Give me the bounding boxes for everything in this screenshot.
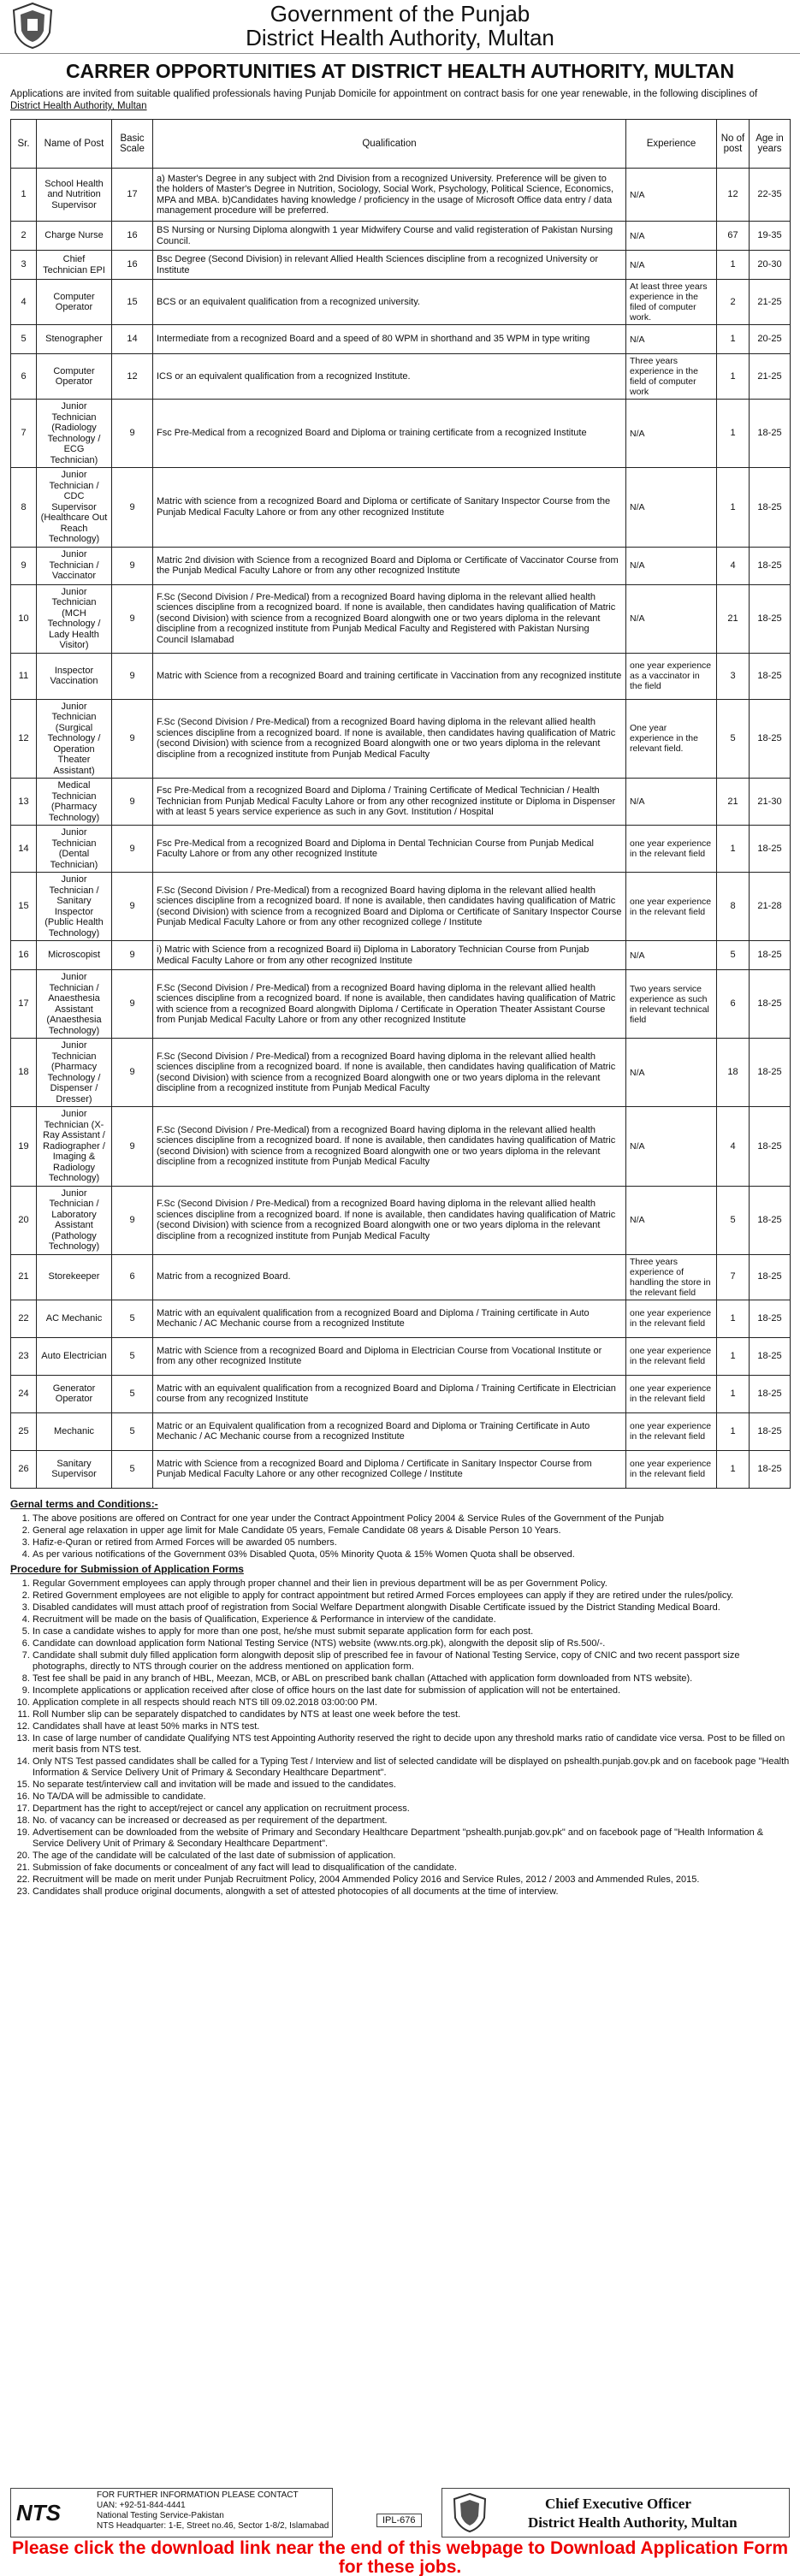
list-item: 10. Application complete in all respects should reach NTS till 09.02.2018 03:00:00 PM. xyxy=(33,1697,790,1708)
cell-post: Microscopist xyxy=(37,941,112,970)
cell-post: Junior Technician / Sanitary Inspector (Public Health Technology) xyxy=(37,873,112,941)
table-row xyxy=(11,1412,791,1450)
cell-age: 18-25 xyxy=(750,1039,791,1107)
punjab-emblem-icon xyxy=(451,2492,489,2533)
cell-experience: one year experience in the relevant field xyxy=(626,1337,717,1375)
terms-heading: Gernal terms and Conditions:- xyxy=(10,1497,158,1510)
cell-experience: Three years experience in the field of computer work xyxy=(626,354,717,400)
cell-sr: 14 xyxy=(11,826,37,873)
intro-text: Applications are invited from suitable qualified professionals having Punjab Domicile for appointment on contract basis for one year renewable, in the following disciplines of xyxy=(10,89,758,99)
cell-posts: 1 xyxy=(717,325,750,354)
cell-qualification: F.Sc (Second Division / Pre-Medical) from a recognized Board having diploma in the relevant allied health sciences discipline from a recognized board. If none is available, then candidates having qualification of Matric (second Division) with science from a recognized Board alongwith one or two years diploma in the relevant discipline from a recognized institute from Punjab Medical Faculty and Registered with Pakistan Nursing Council Islamabad xyxy=(153,584,626,653)
cell-experience: N/A xyxy=(626,222,717,251)
table-row xyxy=(11,699,791,779)
cell-scale: 5 xyxy=(112,1337,153,1375)
cell-experience: N/A xyxy=(626,1107,717,1187)
cell-post: AC Mechanic xyxy=(37,1300,112,1337)
jobs-table-body xyxy=(11,169,791,1489)
cell-qualification: F.Sc (Second Division / Pre-Medical) from a recognized Board having diploma in the relevant allied health sciences discipline from a recognized board. If none is available, then candidates having qualification of Matric with science from a recognized Board alongwith Diploma / Certificate in Operation Theater Assistant Course from Punjab Medical Faculty Lahore or from any other recognized Institute xyxy=(153,970,626,1039)
cell-scale: 9 xyxy=(112,1039,153,1107)
cell-qualification: Matric or an Equivalent qualification from a recognized Board and Diploma or Training Certificate in Auto Mechanic / AC Mechanic course from a recognized Institute xyxy=(153,1412,626,1450)
cell-sr: 24 xyxy=(11,1375,37,1412)
cell-qualification: Matric with Science from a recognized Board and Diploma in Electrician Course from Vocational Institute or from any other recognized Institute xyxy=(153,1337,626,1375)
cell-qualification: Fsc Pre-Medical from a recognized Board and Diploma or training certificate from a recognized Institute xyxy=(153,400,626,468)
table-row xyxy=(11,779,791,826)
list-item: 1. The above positions are offered on Contract for one year under the Contract Appointment Policy 2004 & Service Rules of the Government of the Punjab xyxy=(33,1513,790,1525)
cell-age: 20-25 xyxy=(750,325,791,354)
list-item: 7. Candidate shall submit duly filled application form alongwith deposit slip of prescribed fee in favour of National Testing Service, copy of CNIC and two recent passport size photographs, directly to NTS through courier on the address mentioned on application form. xyxy=(33,1650,790,1673)
nts-logo: NTS xyxy=(16,2500,61,2526)
cell-experience: one year experience in the relevant field xyxy=(626,1412,717,1450)
cell-sr: 23 xyxy=(11,1337,37,1375)
cell-sr: 3 xyxy=(11,251,37,280)
cell-sr: 22 xyxy=(11,1300,37,1337)
cell-posts: 21 xyxy=(717,779,750,826)
table-row xyxy=(11,826,791,873)
cell-sr: 19 xyxy=(11,1107,37,1187)
cell-scale: 9 xyxy=(112,468,153,548)
cell-qualification: Matric with Science from a recognized Board and Diploma / Certificate in Sanitary Inspector Course from Punjab Medical Faculty Lahore or any other recognized College / Institute xyxy=(153,1450,626,1488)
nts-contact-box xyxy=(10,2488,333,2538)
ipl-number: IPL-676 xyxy=(376,2514,422,2527)
table-row xyxy=(11,1254,791,1300)
procedure-list xyxy=(10,1578,790,1898)
table-row xyxy=(11,1337,791,1375)
table-row xyxy=(11,547,791,584)
cell-age: 18-25 xyxy=(750,1412,791,1450)
table-row xyxy=(11,468,791,548)
nts-line3: National Testing Service-Pakistan xyxy=(97,2511,224,2520)
cell-sr: 8 xyxy=(11,468,37,548)
cell-posts: 1 xyxy=(717,1450,750,1488)
cell-scale: 9 xyxy=(112,699,153,779)
cell-post: Mechanic xyxy=(37,1412,112,1450)
header-posts: No of post xyxy=(717,120,750,169)
cell-experience: N/A xyxy=(626,468,717,548)
cell-sr: 9 xyxy=(11,547,37,584)
cell-experience: N/A xyxy=(626,547,717,584)
terms-list xyxy=(10,1513,790,1560)
cell-post: Junior Technician / Laboratory Assistant (Pathology Technology) xyxy=(37,1186,112,1254)
cell-qualification: BCS or an equivalent qualification from a recognized university. xyxy=(153,280,626,325)
cell-qualification: F.Sc (Second Division / Pre-Medical) from a recognized Board having diploma in the relevant allied health sciences discipline from a recognized board. If none is available, then candidates having qualification of Matric (second Division) with science from a recognized Board and Diploma or Certificate of Sanitary Inspector Course Punjab Medical Faculty Lahore or from any other recognized college / Institute xyxy=(153,873,626,941)
cell-scale: 5 xyxy=(112,1412,153,1450)
cell-posts: 4 xyxy=(717,1107,750,1187)
cell-posts: 4 xyxy=(717,547,750,584)
cell-scale: 16 xyxy=(112,222,153,251)
cell-age: 18-25 xyxy=(750,1107,791,1187)
cell-qualification: F.Sc (Second Division / Pre-Medical) from a recognized Board having diploma in the relevant allied health sciences discipline from a recognized board. If none is available, then candidates having qualification of Matric (second Division) with science from a recognized Board alongwith one or two years diploma in the relevant discipline from a recognized institute from Punjab Medical Faculty xyxy=(153,1039,626,1107)
cell-scale: 12 xyxy=(112,354,153,400)
cell-scale: 14 xyxy=(112,325,153,354)
nts-line4: NTS Headquarter: 1-E, Street no.46, Sector 1-8/2, Islamabad xyxy=(97,2521,329,2531)
cell-post: Stenographer xyxy=(37,325,112,354)
cell-age: 21-30 xyxy=(750,779,791,826)
cell-post: Chief Technician EPI xyxy=(37,251,112,280)
cell-sr: 2 xyxy=(11,222,37,251)
cell-posts: 21 xyxy=(717,584,750,653)
table-row xyxy=(11,584,791,653)
cell-sr: 5 xyxy=(11,325,37,354)
table-row xyxy=(11,1186,791,1254)
table-row xyxy=(11,1375,791,1412)
terms-section xyxy=(0,1489,800,1898)
cell-experience: one year experience in the relevant field xyxy=(626,826,717,873)
cell-scale: 9 xyxy=(112,1186,153,1254)
cell-age: 18-25 xyxy=(750,1450,791,1488)
table-row xyxy=(11,653,791,699)
cell-post: Medical Technician (Pharmacy Technology) xyxy=(37,779,112,826)
cell-age: 18-25 xyxy=(750,699,791,779)
list-item: 14. Only NTS Test passed candidates shall be called for a Typing Test / Interview and list of selected candidate will be displayed on pshealth.punjab.gov.pk and on facebook page "Health Information & Service Delivery Unit of Primary & Secondary Healthcare Department". xyxy=(33,1756,790,1779)
cell-sr: 20 xyxy=(11,1186,37,1254)
cell-posts: 1 xyxy=(717,1337,750,1375)
ceo-org: District Health Authority, Multan xyxy=(528,2514,738,2531)
cell-age: 18-25 xyxy=(750,653,791,699)
cell-post: School Health and Nutrition Supervisor xyxy=(37,169,112,222)
cell-age: 18-25 xyxy=(750,1186,791,1254)
cell-qualification: F.Sc (Second Division / Pre-Medical) from a recognized Board having diploma in the relevant allied health sciences discipline from a recognized board. If none is available, then candidates having qualification of Matric (second Division) with science from a recognized Board alongwith one or two years diploma in the relevant discipline from a recognized institute from Punjab Medical Faculty xyxy=(153,1107,626,1187)
cell-post: Computer Operator xyxy=(37,354,112,400)
table-row xyxy=(11,873,791,941)
cell-post: Junior Technician (Surgical Technology / Operation Theater Assistant) xyxy=(37,699,112,779)
list-item: 17. Department has the right to accept/reject or cancel any application on recruitment process. xyxy=(33,1803,790,1815)
cell-sr: 17 xyxy=(11,970,37,1039)
cell-age: 18-25 xyxy=(750,1300,791,1337)
table-row xyxy=(11,251,791,280)
nts-contact-text xyxy=(97,2490,329,2532)
list-item: 2. General age relaxation in upper age limit for Male Candidate 05 years, Female Candidate 08 years & Disable Person 10 Years. xyxy=(33,1525,790,1537)
list-item: 18. No. of vacancy can be increased or decreased as per requirement of the department. xyxy=(33,1815,790,1827)
cell-sr: 13 xyxy=(11,779,37,826)
list-item: 20. The age of the candidate will be calculated of the last date of submission of application. xyxy=(33,1851,790,1862)
list-item: 3. Disabled candidates will must attach proof of registration from Social Welfare Department alongwith Disable Certificate issued by the District Standing Medical Board. xyxy=(33,1602,790,1614)
cell-scale: 17 xyxy=(112,169,153,222)
cell-post: Sanitary Supervisor xyxy=(37,1450,112,1488)
header-post: Name of Post xyxy=(37,120,112,169)
list-item: 19. Advertisement can be downloaded from the website of Primary and Secondary Healthcare Department "pshealth.punjab.gov.pk" and on facebook page of "Health Information & Service Delivery Unit of Primary & Secondary Healthcare Department". xyxy=(33,1827,790,1850)
cell-posts: 1 xyxy=(717,1375,750,1412)
cell-experience: N/A xyxy=(626,169,717,222)
cell-qualification: BS Nursing or Nursing Diploma alongwith 1 year Midwifery Course and valid registeration of Pakistan Nursing Council. xyxy=(153,222,626,251)
cell-qualification: i) Matric with Science from a recognized Board ii) Diploma in Laboratory Technician Course from Punjab Medical Faculty Lahore or from any other recognized Institute xyxy=(153,941,626,970)
cell-posts: 12 xyxy=(717,169,750,222)
government-title: Government of the Punjab xyxy=(270,1,530,27)
authority-title: District Health Authority, Multan xyxy=(246,25,554,50)
list-item: 8. Test fee shall be paid in any branch of HBL, Meezan, MCB, or ABL on prescribed bank challan (Attached with application form downloaded from NTS website). xyxy=(33,1673,790,1685)
cell-age: 18-25 xyxy=(750,1337,791,1375)
cell-experience: one year experience in the relevant field xyxy=(626,1300,717,1337)
cell-scale: 9 xyxy=(112,826,153,873)
cell-experience: N/A xyxy=(626,941,717,970)
footer xyxy=(0,2488,800,2539)
cell-age: 18-25 xyxy=(750,468,791,548)
cell-sr: 16 xyxy=(11,941,37,970)
header-scale: Basic Scale xyxy=(112,120,153,169)
cell-posts: 1 xyxy=(717,826,750,873)
cell-age: 18-25 xyxy=(750,1375,791,1412)
cell-post: Junior Technician (Dental Technician) xyxy=(37,826,112,873)
cell-experience: N/A xyxy=(626,1186,717,1254)
page-title: CARRER OPPORTUNITIES AT DISTRICT HEALTH AUTHORITY, MULTAN xyxy=(65,60,735,82)
cell-post: Storekeeper xyxy=(37,1254,112,1300)
cell-post: Junior Technician / Vaccinator xyxy=(37,547,112,584)
cell-age: 18-25 xyxy=(750,547,791,584)
cell-posts: 67 xyxy=(717,222,750,251)
cell-scale: 9 xyxy=(112,970,153,1039)
cell-post: Junior Technician / CDC Supervisor (Healthcare Out Reach Technology) xyxy=(37,468,112,548)
cell-age: 21-28 xyxy=(750,873,791,941)
ceo-title: Chief Executive Officer xyxy=(545,2496,691,2512)
cell-post: Generator Operator xyxy=(37,1375,112,1412)
list-item: 3. Hafiz-e-Quran or retired from Armed Forces will be awarded 05 numbers. xyxy=(33,1537,790,1549)
cell-experience: one year experience as a vaccinator in the field xyxy=(626,653,717,699)
list-item: 21. Submission of fake documents or concealment of any fact will lead to disqualification of the candidate. xyxy=(33,1862,790,1874)
cell-post: Auto Electrician xyxy=(37,1337,112,1375)
cell-qualification: Matric with Science from a recognized Board and training certificate in Vaccination from any recognized institute xyxy=(153,653,626,699)
cell-experience: N/A xyxy=(626,325,717,354)
cell-age: 18-25 xyxy=(750,400,791,468)
cell-age: 19-35 xyxy=(750,222,791,251)
cell-sr: 18 xyxy=(11,1039,37,1107)
cell-posts: 1 xyxy=(717,354,750,400)
cell-scale: 5 xyxy=(112,1375,153,1412)
cell-posts: 5 xyxy=(717,699,750,779)
cell-age: 18-25 xyxy=(750,1254,791,1300)
table-row xyxy=(11,970,791,1039)
cell-age: 20-30 xyxy=(750,251,791,280)
table-row xyxy=(11,1039,791,1107)
cell-qualification: Bsc Degree (Second Division) in relevant Allied Health Sciences discipline from a recognized University or Institute xyxy=(153,251,626,280)
table-row xyxy=(11,325,791,354)
cell-qualification: Matric with an equivalent qualification from a recognized Board and Diploma / Training Certificate in Electrician course from any recognized Institute xyxy=(153,1375,626,1412)
cell-posts: 1 xyxy=(717,251,750,280)
ceo-box xyxy=(441,2488,790,2538)
cell-posts: 1 xyxy=(717,1412,750,1450)
procedure-heading: Procedure for Submission of Application Forms xyxy=(10,1562,244,1575)
cell-sr: 12 xyxy=(11,699,37,779)
cell-age: 21-25 xyxy=(750,354,791,400)
cell-experience: N/A xyxy=(626,779,717,826)
table-row xyxy=(11,400,791,468)
cell-post: Junior Technician (Pharmacy Technology / Dispenser / Dresser) xyxy=(37,1039,112,1107)
cell-posts: 7 xyxy=(717,1254,750,1300)
cell-scale: 9 xyxy=(112,653,153,699)
intro-paragraph xyxy=(0,85,800,119)
cell-experience: N/A xyxy=(626,584,717,653)
cell-scale: 16 xyxy=(112,251,153,280)
table-row xyxy=(11,1107,791,1187)
cell-qualification: Fsc Pre-Medical from a recognized Board and Diploma / Training Certificate of Medical Technician / Health Technician from Punjab Medical Faculty Lahore or from any other recognized institute or Diploma in Dispenser with at least 5 years service experience as such in any Govt. Institution / Hospital xyxy=(153,779,626,826)
list-item: 9. Incomplete applications or application received after close of office hours on the last date for submission of application will not be entertained. xyxy=(33,1685,790,1697)
cell-posts: 1 xyxy=(717,400,750,468)
table-row xyxy=(11,280,791,325)
cell-sr: 10 xyxy=(11,584,37,653)
cell-age: 18-25 xyxy=(750,970,791,1039)
cell-sr: 7 xyxy=(11,400,37,468)
cell-sr: 4 xyxy=(11,280,37,325)
cell-sr: 1 xyxy=(11,169,37,222)
list-item: 1. Regular Government employees can apply through proper channel and their lien in previous department will be as per Government Policy. xyxy=(33,1578,790,1590)
table-row xyxy=(11,222,791,251)
header xyxy=(0,0,800,54)
cell-experience: Three years experience of handling the store in the relevant field xyxy=(626,1254,717,1300)
cell-posts: 2 xyxy=(717,280,750,325)
cell-scale: 9 xyxy=(112,941,153,970)
table-row xyxy=(11,941,791,970)
cell-qualification: Intermediate from a recognized Board and a speed of 80 WPM in shorthand and 35 WPM in type writing xyxy=(153,325,626,354)
cell-experience: one year experience in the relevant field xyxy=(626,873,717,941)
cell-sr: 15 xyxy=(11,873,37,941)
cell-post: Junior Technician (MCH Technology / Lady Health Visitor) xyxy=(37,584,112,653)
cell-posts: 3 xyxy=(717,653,750,699)
cell-posts: 5 xyxy=(717,941,750,970)
list-item: 15. No separate test/interview call and invitation will be made and issued to the candidates. xyxy=(33,1780,790,1791)
table-row xyxy=(11,1300,791,1337)
cell-qualification: Matric with science from a recognized Board and Diploma or certificate of Sanitary Inspector Course from the Punjab Medical Faculty Lahore or from any other recognized Institute xyxy=(153,468,626,548)
cell-age: 18-25 xyxy=(750,826,791,873)
cell-post: Junior Technician (Radiology Technology / ECG Technician) xyxy=(37,400,112,468)
cell-scale: 5 xyxy=(112,1450,153,1488)
table-row xyxy=(11,169,791,222)
cell-experience: N/A xyxy=(626,1039,717,1107)
list-item: 11. Roll Number slip can be separately dispatched to candidates by NTS at least one week before the test. xyxy=(33,1709,790,1720)
table-row xyxy=(11,1450,791,1488)
cell-scale: 6 xyxy=(112,1254,153,1300)
cell-qualification: Fsc Pre-Medical from a recognized Board and Diploma in Dental Technician Course from Punjab Medical Faculty Lahore or from any other recognized Institute xyxy=(153,826,626,873)
cell-post: Charge Nurse xyxy=(37,222,112,251)
cell-posts: 8 xyxy=(717,873,750,941)
list-item: 4. Recruitment will be made on the basis of Qualification, Experience & Performance in interview of the candidate. xyxy=(33,1614,790,1626)
cell-scale: 9 xyxy=(112,547,153,584)
header-qualification: Qualification xyxy=(153,120,626,169)
cell-sr: 21 xyxy=(11,1254,37,1300)
cell-experience: At least three years experience in the filed of computer work. xyxy=(626,280,717,325)
cell-post: Junior Technician / Anaesthesia Assistant (Anaesthesia Technology) xyxy=(37,970,112,1039)
cell-scale: 5 xyxy=(112,1300,153,1337)
cell-qualification: F.Sc (Second Division / Pre-Medical) from a recognized Board having diploma in the relevant allied health sciences discipline from a recognized board. If none is available, then candidates having qualification of Matric (second Division) with science from a recognized Board alongwith one or two years diploma in the relevant discipline from a recognized institute from Punjab Medical Faculty xyxy=(153,1186,626,1254)
cell-age: 18-25 xyxy=(750,941,791,970)
cell-age: 21-25 xyxy=(750,280,791,325)
cell-experience: One year experience in the relevant field. xyxy=(626,699,717,779)
cell-qualification: ICS or an equivalent qualification from a recognized Institute. xyxy=(153,354,626,400)
jobs-table xyxy=(10,119,791,1489)
cell-qualification: Matric with an equivalent qualification from a recognized Board and Diploma / Training certificate in Auto Mechanic / AC Mechanic course from a recognized Institute xyxy=(153,1300,626,1337)
cell-scale: 9 xyxy=(112,779,153,826)
intro-link: District Health Authority, Multan xyxy=(10,101,147,111)
list-item: 6. Candidate can download application form National Testing Service (NTS) website (www.nts.org.pk), alongwith the deposit slip of Rs.500/-. xyxy=(33,1638,790,1649)
cell-age: 22-35 xyxy=(750,169,791,222)
cell-qualification: Matric 2nd division with Science from a recognized Board and Diploma or Certificate of Vaccinator Course from the Punjab Medical Faculty Lahore or from any other recognized Institute xyxy=(153,547,626,584)
cell-posts: 5 xyxy=(717,1186,750,1254)
cell-qualification: F.Sc (Second Division / Pre-Medical) from a recognized Board having diploma in the relevant allied health sciences discipline from a recognized board. If none is available, then candidates having qualification of Matric (second Division) with science from a recognized Board alongwith one or two years diploma in the relevant discipline from a recognized institute from Punjab Medical Faculty xyxy=(153,699,626,779)
cell-scale: 15 xyxy=(112,280,153,325)
cell-post: Computer Operator xyxy=(37,280,112,325)
cell-scale: 9 xyxy=(112,584,153,653)
cell-scale: 9 xyxy=(112,400,153,468)
nts-line1: FOR FURTHER INFORMATION PLEASE CONTACT xyxy=(97,2490,299,2500)
cell-post: Junior Technician (X-Ray Assistant / Radiographer / Imaging & Radiology Technology) xyxy=(37,1107,112,1187)
header-sr: Sr. xyxy=(11,120,37,169)
header-age: Age in years xyxy=(750,120,791,169)
list-item: 22. Recruitment will be made on merit under Punjab Recruitment Policy, 2004 Ammended Policy 2016 and Service Rules, 2012 / 2003 and Ammended Rules, 2015. xyxy=(33,1874,790,1886)
cell-sr: 11 xyxy=(11,653,37,699)
cell-posts: 6 xyxy=(717,970,750,1039)
cell-sr: 26 xyxy=(11,1450,37,1488)
list-item: 16. No TA/DA will be admissible to candidate. xyxy=(33,1791,790,1803)
nts-line2: UAN: +92-51-844-4441 xyxy=(97,2501,186,2510)
table-row xyxy=(11,354,791,400)
cell-experience: N/A xyxy=(626,251,717,280)
list-item: 2. Retired Government employees are not eligible to apply for contract appointment but retired Armed Forces employees can apply if they are retired under the rules/policy. xyxy=(33,1590,790,1602)
cell-posts: 18 xyxy=(717,1039,750,1107)
list-item: 13. In case of large number of candidate Qualifying NTS test Appointing Authority reserved the right to decide upon any threshold marks ratio of candidate vice versa. Post to be filled on merit basis from NTS test. xyxy=(33,1733,790,1756)
cell-posts: 1 xyxy=(717,1300,750,1337)
cell-qualification: Matric from a recognized Board. xyxy=(153,1254,626,1300)
download-notice: Please click the download link near the end of this webpage to Download Application Form for these jobs. xyxy=(11,2538,788,2576)
cell-experience: Two years service experience as such in relevant technical field xyxy=(626,970,717,1039)
list-item: 23. Candidates shall produce original documents, alongwith a set of attested photocopies of all documents at the time of interview. xyxy=(33,1886,790,1898)
cell-posts: 1 xyxy=(717,468,750,548)
list-item: 4. As per various notifications of the Government 03% Disabled Quota, 05% Minority Quota & 15% Women Quota shall be observed. xyxy=(33,1549,790,1560)
cell-experience: N/A xyxy=(626,400,717,468)
cell-sr: 6 xyxy=(11,354,37,400)
cell-experience: one year experience in the relevant field xyxy=(626,1375,717,1412)
cell-post: Inspector Vaccination xyxy=(37,653,112,699)
cell-experience: one year experience in the relevant field xyxy=(626,1450,717,1488)
header-experience: Experience xyxy=(626,120,717,169)
cell-scale: 9 xyxy=(112,873,153,941)
cell-scale: 9 xyxy=(112,1107,153,1187)
table-header-row xyxy=(11,120,791,169)
list-item: 5. In case a candidate wishes to apply for more than one post, he/she must submit separate application form for each post. xyxy=(33,1626,790,1637)
cell-qualification: a) Master's Degree in any subject with 2nd Division from a recognized University. Preference will be given to the holders of Master's Degree in Nutrition, Sociology, Social Work, Psychology, Political Science, Economics, MPA and MBA. b)Candidates having knowledge / proficiency in the usage of Microsoft Office data entry / data management procedure will be preferred. xyxy=(153,169,626,222)
cell-age: 18-25 xyxy=(750,584,791,653)
list-item: 12. Candidates shall have at least 50% marks in NTS test. xyxy=(33,1721,790,1732)
cell-sr: 25 xyxy=(11,1412,37,1450)
